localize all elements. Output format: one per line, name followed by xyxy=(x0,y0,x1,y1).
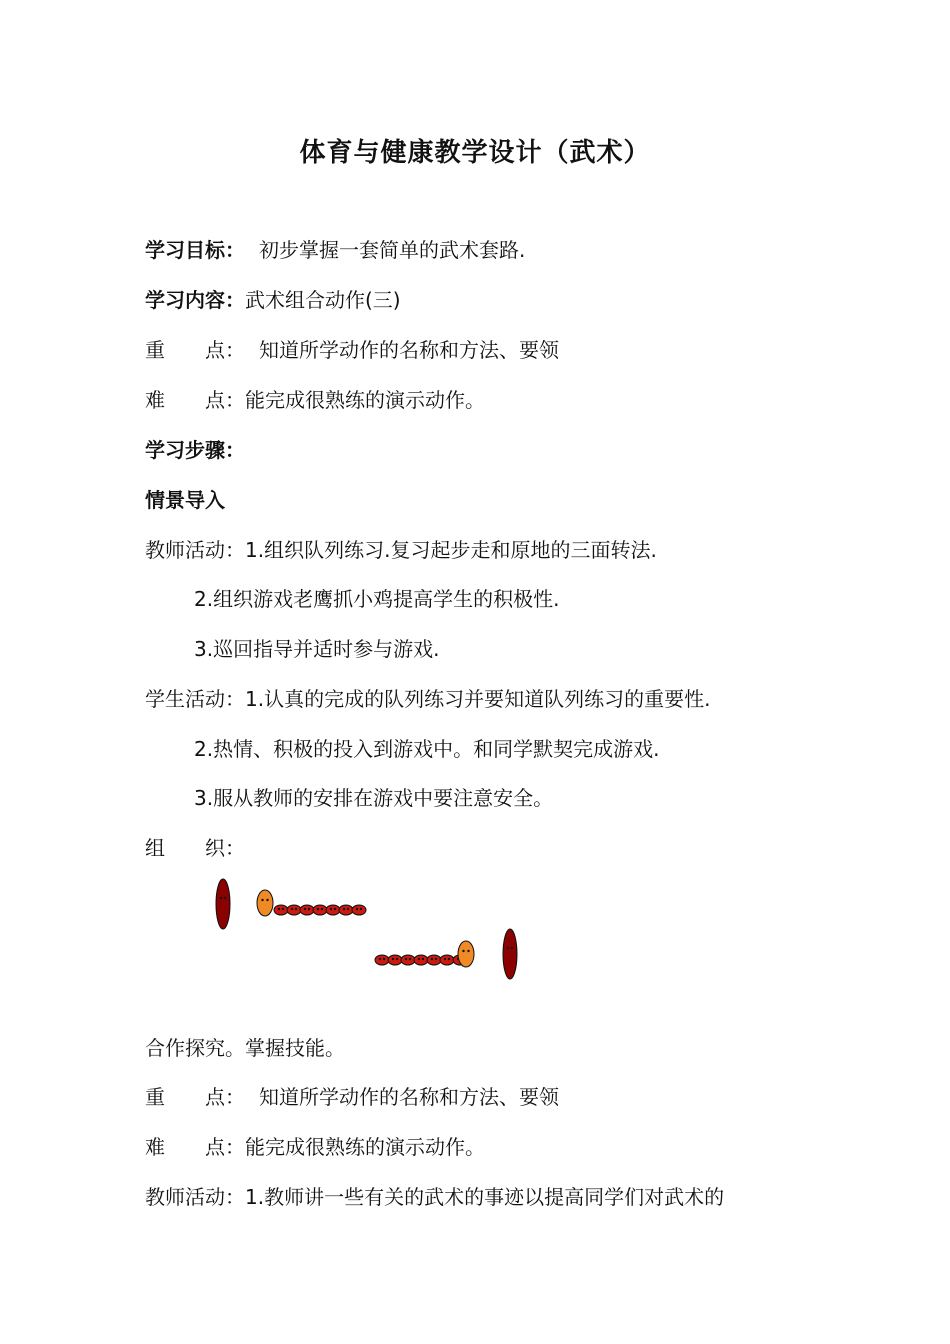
chick-eye xyxy=(347,908,349,910)
chick-eye xyxy=(396,958,398,960)
eagle-figure xyxy=(503,929,517,979)
chick-eye xyxy=(304,908,306,910)
difficulty-label-a: 难 xyxy=(145,388,165,412)
difficulty-line-2 xyxy=(145,1133,485,1161)
chick-eye xyxy=(379,958,381,960)
chick-eye xyxy=(278,908,280,910)
chick-eye xyxy=(356,908,358,910)
difficulty-line xyxy=(145,386,485,414)
content-line xyxy=(145,286,401,314)
chick-figure xyxy=(375,955,389,965)
chick-figure xyxy=(427,955,441,965)
key-point2-label-b: 点： xyxy=(205,1085,245,1109)
key-point-line xyxy=(145,336,559,364)
chick-eye xyxy=(295,908,297,910)
student-activity-label: 学生活动： xyxy=(145,687,245,711)
chick-eye xyxy=(435,958,437,960)
chick-eye xyxy=(308,908,310,910)
hen-eye xyxy=(467,950,469,952)
hen-eye xyxy=(266,899,268,901)
org-label-a: 组 xyxy=(145,836,165,860)
key-point-line-2 xyxy=(145,1083,559,1111)
eagle-figure xyxy=(216,879,230,929)
goal-text: 初步掌握一套简单的武术套路. xyxy=(259,238,526,262)
chick-eye xyxy=(383,958,385,960)
chick-eye xyxy=(405,958,407,960)
eagle-eye xyxy=(507,947,509,949)
difficulty2-label-a: 难 xyxy=(145,1135,165,1159)
key-point-label-b: 点： xyxy=(205,338,245,362)
section-heading-2: 合作探究。掌握技能。 xyxy=(145,1036,345,1060)
game-formation-diagram xyxy=(200,870,540,990)
difficulty-label-b: 点： xyxy=(205,388,245,412)
chick-figure xyxy=(440,955,454,965)
goal-line xyxy=(145,236,525,264)
teacher-activity-line xyxy=(145,536,657,564)
chick-figure xyxy=(401,955,415,965)
teacher-item-1: 1.组织队列练习.复习起步走和原地的三面转法. xyxy=(245,538,657,562)
content-label: 学习内容： xyxy=(145,288,245,312)
student-item-3: 3.服从教师的安排在游戏中要注意安全。 xyxy=(194,786,554,810)
eagle-eye xyxy=(220,897,222,899)
student-item-2: 2.热情、积极的投入到游戏中。和同学默契完成游戏. xyxy=(194,737,660,761)
student-activity-line xyxy=(145,685,710,713)
chick-figure xyxy=(313,905,327,915)
org-line xyxy=(145,834,245,862)
key-point2-text: 知道所学动作的名称和方法、要领 xyxy=(259,1085,559,1109)
hen-figure xyxy=(458,941,474,967)
chick-eye xyxy=(392,958,394,960)
teacher2-text: 1.教师讲一些有关的武术的事迹以提高同学们对武术的 xyxy=(245,1185,725,1209)
difficulty-text: 能完成很熟练的演示动作。 xyxy=(245,388,485,412)
student-item-1: 1.认真的完成的队列练习并要知道队列练习的重要性. xyxy=(245,687,711,711)
teacher-item-3: 3.巡回指导并适时参与游戏. xyxy=(194,637,440,661)
org-label-b: 织： xyxy=(205,836,245,860)
teacher2-label: 教师活动： xyxy=(145,1185,245,1209)
chick-eye xyxy=(330,908,332,910)
chick-eye xyxy=(448,958,450,960)
hen-figure xyxy=(257,890,273,916)
key-point-text: 知道所学动作的名称和方法、要领 xyxy=(259,338,559,362)
steps-label: 学习步骤： xyxy=(145,438,245,462)
teacher-item-2: 2.组织游戏老鹰抓小鸡提高学生的积极性. xyxy=(194,587,560,611)
key-point-label-a: 重 xyxy=(145,338,165,362)
teacher-activity-line-2 xyxy=(145,1183,724,1211)
chick-eye xyxy=(431,958,433,960)
hen-eye xyxy=(261,899,263,901)
teacher-activity-label: 教师活动： xyxy=(145,538,245,562)
chick-eye xyxy=(282,908,284,910)
chick-figure xyxy=(414,955,428,965)
chick-eye xyxy=(291,908,293,910)
difficulty2-label-b: 点： xyxy=(205,1135,245,1159)
eagle-eye xyxy=(511,947,513,949)
chick-figure xyxy=(339,905,353,915)
chick-figure xyxy=(388,955,402,965)
document-title: 体育与健康教学设计（武术） xyxy=(299,138,651,168)
chick-eye xyxy=(422,958,424,960)
chick-figure xyxy=(300,905,314,915)
key-point2-label-a: 重 xyxy=(145,1085,165,1109)
chick-eye xyxy=(360,908,362,910)
chick-eye xyxy=(343,908,345,910)
chick-eye xyxy=(409,958,411,960)
chick-eye xyxy=(418,958,420,960)
difficulty2-text: 能完成很熟练的演示动作。 xyxy=(245,1135,485,1159)
hen-eye xyxy=(462,950,464,952)
chick-figure xyxy=(287,905,301,915)
chick-figure xyxy=(352,905,366,915)
chick-eye xyxy=(444,958,446,960)
chick-eye xyxy=(334,908,336,910)
chick-eye xyxy=(317,908,319,910)
chick-eye xyxy=(321,908,323,910)
content-text: 武术组合动作(三) xyxy=(245,288,401,312)
chick-figure xyxy=(326,905,340,915)
chick-figure xyxy=(274,905,288,915)
goal-label: 学习目标： xyxy=(145,238,245,262)
section-heading-1: 情景导入 xyxy=(145,488,225,512)
eagle-eye xyxy=(224,897,226,899)
